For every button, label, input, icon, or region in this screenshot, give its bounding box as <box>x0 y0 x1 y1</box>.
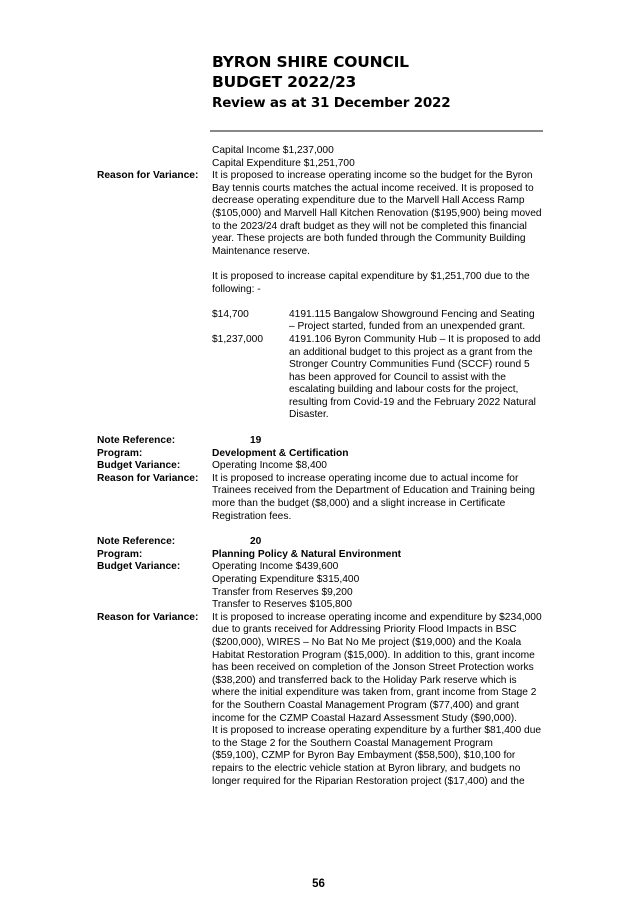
program-label: Program: <box>97 548 143 560</box>
project-description: 4191.106 Byron Community Hub – It is proposed to add an additional budget to this project as a grant from the Stronger Country Communities Fund (SCCF) round 5 has been approved for Council to assist with the escalating building and labour costs for the project, resulting from Covid-19 and the February 2022 Natural Disaster. <box>289 333 541 421</box>
reason-text: It is proposed to increase operating expenditure by a further $81,400 due to the Stage 2 for the Southern Coastal Management Program ($59,100), CZMP for Byron Bay Embayment ($58,500), $10,100 for repairs to the electric vehicle station at Byron library, and budgets no longer required for the Riparian Restoration project ($17,400) and the <box>212 725 542 787</box>
org-title: BYRON SHIRE COUNCIL <box>212 53 409 71</box>
top-reason-row <box>0 170 637 422</box>
top-variance-row <box>0 145 637 170</box>
note-label: Note Reference: <box>97 536 176 548</box>
variance-line: Transfer to Reserves $105,800 <box>212 599 353 611</box>
page-number: 56 <box>312 878 325 890</box>
reason-label: Reason for Variance: <box>97 472 199 484</box>
budget-variance-row <box>0 460 637 473</box>
reason-text: It is proposed to increase operating income so the budget for the Byron Bay tennis courts matches the actual income received. It is proposed to decrease operating expenditure due to the Marvell Hall Access Ramp ($105,000) and Marvell Hall Kitchen Renovation ($195,900) being moved to the 2023/24 draft budget as they will not be completed this financial year. These projects are both funded through the Community Building Maintenance reserve. <box>212 170 542 257</box>
reason-row <box>0 473 637 523</box>
note-label: Note Reference: <box>97 435 176 447</box>
variance-line: Operating Income $439,600 <box>212 561 339 573</box>
program-row <box>0 448 637 461</box>
capex-intro: It is proposed to increase capital expenditure by $1,251,700 due to the following: - <box>212 270 530 295</box>
project-line <box>212 309 542 334</box>
variance-line: Capital Income $1,237,000 <box>212 145 334 156</box>
note-number: 19 <box>250 435 262 447</box>
program-name: Development & Certification <box>212 447 349 459</box>
reason-text: It is proposed to increase operating income due to actual income for Trainees received from the Department of Education and Training being more than the budget ($8,000) and a slight increase in Certificate Registration fees. <box>212 472 535 522</box>
budget-variance-label: Budget Variance: <box>97 561 181 573</box>
project-line <box>212 334 542 422</box>
note-reference-row <box>0 435 637 448</box>
header-divider <box>210 130 543 132</box>
project-amount: $1,237,000 <box>212 333 263 345</box>
budget-variance-label: Budget Variance: <box>97 460 181 472</box>
project-description: 4191.115 Bangalow Showground Fencing and Seating – Project started, funded from an unexpended grant. <box>289 308 535 333</box>
program-name: Planning Policy & Natural Environment <box>212 548 402 560</box>
variance-line: Transfer from Reserves $9,200 <box>212 586 353 598</box>
project-amount: $14,700 <box>212 308 249 320</box>
review-subtitle: Review as at 31 December 2022 <box>212 95 451 111</box>
variance-line: Capital Expenditure $1,251,700 <box>212 157 355 169</box>
budget-title: BUDGET 2022/23 <box>212 73 357 91</box>
program-row <box>0 549 637 562</box>
reason-label: Reason for Variance: <box>97 611 199 623</box>
reason-row <box>0 612 637 788</box>
document-body <box>0 145 637 788</box>
note-reference-row <box>0 536 637 549</box>
reason-label: Reason for Variance: <box>97 170 199 182</box>
document-header <box>212 52 450 113</box>
reason-text: It is proposed to increase operating income and expenditure by $234,000 due to grants received for Addressing Priority Flood Impacts in BSC ($200,000), WIRES – No Bat No Me project ($19,000) and the Koala Habitat Restoration Program ($15,000). In addition to this, grant income has been received on completion of the Jonson Street Protection works ($38,200) and transferred back to the Holiday Park reserve which is where the initial expenditure was taken from, grant income from Stage 2 for the Southern Coastal Management Program ($77,400) and grant income for the CZMP Coastal Hazard Assessment Study ($90,000). <box>212 611 542 724</box>
budget-variance-row <box>0 561 637 611</box>
note-number: 20 <box>250 536 262 548</box>
program-label: Program: <box>97 447 143 459</box>
variance-line: Operating Income $8,400 <box>212 460 327 472</box>
variance-line: Operating Expenditure $315,400 <box>212 574 360 585</box>
